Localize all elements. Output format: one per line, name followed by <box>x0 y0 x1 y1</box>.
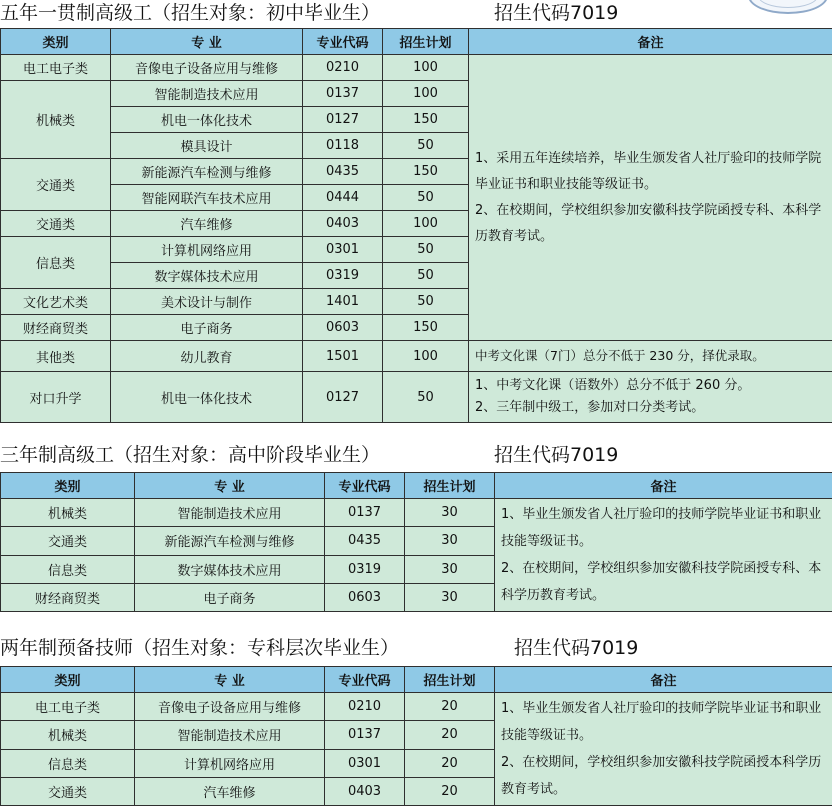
header-code: 专业代码 <box>325 667 405 693</box>
category-cell: 机械类 <box>1 81 111 159</box>
header-remarks: 备注 <box>495 667 832 693</box>
major-cell: 电子商务 <box>111 315 303 341</box>
code-cell: 0118 <box>303 133 383 159</box>
plan-cell: 50 <box>383 185 469 211</box>
major-cell: 音像电子设备应用与维修 <box>135 693 325 721</box>
section-title: 五年一贯制高级工（招生对象：初中毕业生） <box>0 2 381 24</box>
header-category: 类别 <box>1 667 135 693</box>
plan-cell: 100 <box>383 341 469 372</box>
remarks-cell <box>495 693 832 806</box>
category-cell: 交通类 <box>1 211 111 237</box>
remarks-cell <box>469 55 832 341</box>
major-cell: 智能制造技术应用 <box>135 721 325 749</box>
header-category: 类别 <box>1 473 135 499</box>
plan-cell: 30 <box>405 499 495 527</box>
plan-cell: 30 <box>405 527 495 555</box>
major-cell: 机电一体化技术 <box>111 107 303 133</box>
table-row <box>1 341 832 372</box>
plan-cell: 100 <box>383 55 469 81</box>
plan-cell: 30 <box>405 583 495 611</box>
major-cell: 新能源汽车检测与维修 <box>111 159 303 185</box>
major-cell: 智能网联汽车技术应用 <box>111 185 303 211</box>
plan-cell: 150 <box>383 315 469 341</box>
header-code: 专业代码 <box>303 29 383 55</box>
major-cell: 机电一体化技术 <box>111 372 303 423</box>
remarks-cell: 中考文化课（7门）总分不低于 230 分，择优录取。 <box>469 341 832 372</box>
table-row <box>1 693 832 721</box>
two-year-table <box>0 666 832 806</box>
code-cell: 0137 <box>325 721 405 749</box>
table-row <box>1 55 832 81</box>
category-cell: 交通类 <box>1 159 111 211</box>
table-row <box>1 372 832 423</box>
major-cell: 美术设计与制作 <box>111 289 303 315</box>
code-cell: 0301 <box>303 237 383 263</box>
table-header-row <box>1 29 832 55</box>
plan-cell: 20 <box>405 693 495 721</box>
header-remarks: 备注 <box>469 29 832 55</box>
section-title: 两年制预备技师（招生对象：专科层次毕业生） <box>0 637 400 659</box>
code-cell: 0301 <box>325 749 405 777</box>
major-cell: 模具设计 <box>111 133 303 159</box>
code-cell: 0127 <box>303 107 383 133</box>
enrollment-code: 招生代码7019 <box>514 637 639 659</box>
header-major: 专 业 <box>111 29 303 55</box>
plan-cell: 50 <box>383 133 469 159</box>
remarks-text: 1、中考文化课（语数外）总分不低于 260 分。 2、三年制中级工，参加对口分类考试。 <box>475 378 751 415</box>
plan-cell: 100 <box>383 81 469 107</box>
header-plan: 招生计划 <box>383 29 469 55</box>
category-cell: 电工电子类 <box>1 693 135 721</box>
major-cell: 汽车维修 <box>111 211 303 237</box>
major-cell: 计算机网络应用 <box>111 237 303 263</box>
category-cell: 对口升学 <box>1 372 111 423</box>
major-cell: 音像电子设备应用与维修 <box>111 55 303 81</box>
plan-cell: 20 <box>405 749 495 777</box>
remarks-text: 1、毕业生颁发省人社厅验印的技师学院毕业证书和职业技能等级证书。 2、在校期间，学校组织参加安徽科技学院函授本科学历教育考试。 <box>501 701 822 797</box>
code-cell: 0444 <box>303 185 383 211</box>
header-code: 专业代码 <box>325 473 405 499</box>
category-cell: 财经商贸类 <box>1 583 135 611</box>
remarks-text: 1、采用五年连续培养，毕业生颁发省人社厅验印的技师学院毕业证书和职业技能等级证书。 2、在校期间，学校组织参加安徽科技学院函授专科、本科学历教育考试。 <box>475 150 822 244</box>
major-cell: 汽车维修 <box>135 777 325 805</box>
table-header-row <box>1 667 832 693</box>
plan-cell: 100 <box>383 211 469 237</box>
category-cell: 信息类 <box>1 237 111 289</box>
code-cell: 0403 <box>325 777 405 805</box>
code-cell: 0435 <box>303 159 383 185</box>
plan-cell: 150 <box>383 107 469 133</box>
remarks-text: 1、毕业生颁发省人社厅验印的技师学院毕业证书和职业技能等级证书。 2、在校期间，学校组织参加安徽科技学院函授专科、本科学历教育考试。 <box>501 507 822 603</box>
category-cell: 交通类 <box>1 777 135 805</box>
code-cell: 0137 <box>303 81 383 107</box>
code-cell: 0603 <box>303 315 383 341</box>
major-cell: 电子商务 <box>135 583 325 611</box>
table-header-row <box>1 473 832 499</box>
code-cell: 1501 <box>303 341 383 372</box>
plan-cell: 50 <box>383 263 469 289</box>
code-cell: 0137 <box>325 499 405 527</box>
plan-cell: 20 <box>405 777 495 805</box>
code-cell: 0435 <box>325 527 405 555</box>
category-cell: 机械类 <box>1 721 135 749</box>
remarks-cell <box>495 499 832 612</box>
plan-cell: 150 <box>383 159 469 185</box>
code-cell: 0403 <box>303 211 383 237</box>
major-cell: 计算机网络应用 <box>135 749 325 777</box>
plan-cell: 20 <box>405 721 495 749</box>
enrollment-code: 招生代码7019 <box>494 444 619 466</box>
major-cell: 新能源汽车检测与维修 <box>135 527 325 555</box>
plan-cell: 50 <box>383 372 469 423</box>
category-cell: 机械类 <box>1 499 135 527</box>
code-cell: 1401 <box>303 289 383 315</box>
plan-cell: 50 <box>383 237 469 263</box>
category-cell: 文化艺术类 <box>1 289 111 315</box>
header-plan: 招生计划 <box>405 667 495 693</box>
code-cell: 0603 <box>325 583 405 611</box>
enrollment-code: 招生代码7019 <box>494 2 619 24</box>
plan-cell: 50 <box>383 289 469 315</box>
header-major: 专 业 <box>135 473 325 499</box>
five-year-table <box>0 28 832 423</box>
section-title: 三年制高级工（招生对象：高中阶段毕业生） <box>0 444 381 466</box>
plan-cell: 30 <box>405 555 495 583</box>
category-cell: 财经商贸类 <box>1 315 111 341</box>
code-cell: 0319 <box>303 263 383 289</box>
major-cell: 数字媒体技术应用 <box>135 555 325 583</box>
category-cell: 电工电子类 <box>1 55 111 81</box>
table-row <box>1 499 832 527</box>
code-cell: 0210 <box>325 693 405 721</box>
code-cell: 0127 <box>303 372 383 423</box>
school-logo-icon <box>748 0 828 14</box>
header-plan: 招生计划 <box>405 473 495 499</box>
three-year-table <box>0 472 832 612</box>
major-cell: 智能制造技术应用 <box>111 81 303 107</box>
code-cell: 0210 <box>303 55 383 81</box>
category-cell: 其他类 <box>1 341 111 372</box>
category-cell: 交通类 <box>1 527 135 555</box>
category-cell: 信息类 <box>1 555 135 583</box>
major-cell: 幼儿教育 <box>111 341 303 372</box>
major-cell: 智能制造技术应用 <box>135 499 325 527</box>
category-cell: 信息类 <box>1 749 135 777</box>
header-category: 类别 <box>1 29 111 55</box>
major-cell: 数字媒体技术应用 <box>111 263 303 289</box>
header-major: 专 业 <box>135 667 325 693</box>
header-remarks: 备注 <box>495 473 832 499</box>
code-cell: 0319 <box>325 555 405 583</box>
remarks-cell <box>469 372 832 423</box>
